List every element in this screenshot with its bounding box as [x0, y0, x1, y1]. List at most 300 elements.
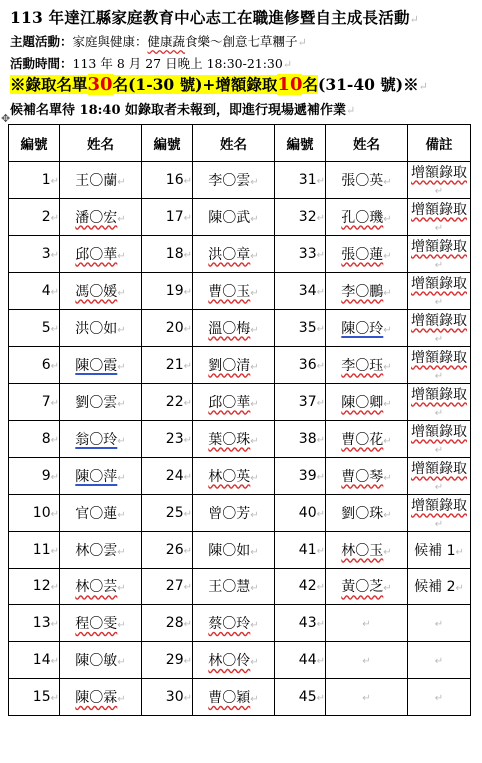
cell-end-mark: ↵	[250, 509, 259, 521]
number-cell-text: 24	[165, 467, 184, 484]
number-cell	[9, 605, 60, 642]
cell-end-mark: ↵	[434, 444, 444, 456]
cell-end-mark: ↵	[183, 471, 192, 483]
number-cell-text: 29	[165, 652, 184, 669]
name-cell	[193, 605, 275, 642]
name-cell	[193, 420, 275, 457]
number-cell-text: 12	[32, 578, 51, 595]
cell-end-mark: ↵	[434, 333, 444, 345]
name-cell-text: 林〇玉	[341, 542, 384, 559]
name-cell-text: 劉〇珠	[341, 505, 384, 522]
number-cell-text: 43	[298, 615, 317, 632]
name-cell	[60, 531, 142, 568]
table-row	[9, 346, 471, 383]
name-cell	[60, 420, 142, 457]
name-cell-text: 邱〇華	[75, 246, 118, 263]
name-cell-text: 官〇蓮	[75, 505, 118, 522]
name-cell-text: 張〇英	[341, 172, 384, 189]
name-cell	[60, 235, 142, 272]
name-cell-text: 李〇雲	[208, 172, 251, 189]
cell-end-mark: ↵	[250, 176, 259, 188]
cell-end-mark: ↵	[316, 286, 325, 298]
number-cell-text: 19	[165, 282, 184, 299]
remark-cell	[408, 568, 471, 605]
number-cell	[142, 198, 193, 235]
number-cell	[275, 642, 326, 679]
name-cell-text: 陳〇玲	[341, 320, 384, 337]
number-cell	[142, 568, 193, 605]
cell-end-mark: ↵	[250, 398, 259, 410]
name-cell-text: 蔡〇玲	[208, 616, 251, 633]
cell-end-mark: ↵	[117, 287, 126, 299]
table-row	[9, 420, 471, 457]
cell-end-mark: ↵	[383, 361, 392, 373]
number-cell	[9, 568, 60, 605]
cell-end-mark: ↵	[383, 324, 392, 336]
table-row	[9, 678, 471, 715]
number-cell	[275, 198, 326, 235]
number-cell	[275, 531, 326, 568]
name-cell-text: 陳〇卿	[341, 394, 384, 411]
name-cell-text: 李〇珏	[341, 357, 384, 374]
cell-end-mark: ↵	[316, 656, 325, 668]
cell-end-mark: ↵	[316, 249, 325, 261]
number-cell-text: 11	[32, 541, 51, 558]
cell-end-mark: ↵	[383, 176, 392, 188]
name-cell-text: 黃〇芝	[341, 579, 384, 596]
name-cell	[193, 198, 275, 235]
name-cell-text: 陳〇霞	[75, 357, 118, 374]
cell-end-mark: ↵	[316, 619, 325, 631]
name-cell-text: 陳〇萍	[75, 468, 118, 485]
cell-end-mark: ↵	[117, 213, 126, 225]
cell-end-mark: ↵	[50, 397, 59, 409]
table-header-row	[9, 125, 471, 162]
name-cell-text: 林〇雲	[75, 542, 118, 559]
remark-cell	[408, 198, 471, 235]
cell-end-mark: ↵	[383, 509, 392, 521]
number-cell	[142, 161, 193, 198]
name-cell-text: 曹〇琴	[341, 468, 384, 485]
remark-cell-text: 增額錄取	[411, 460, 467, 477]
cell-end-mark: ↵	[250, 361, 259, 373]
col-header-number: 編號	[9, 125, 60, 162]
cell-end-mark: ↵	[250, 287, 259, 299]
number-cell	[142, 346, 193, 383]
name-cell	[326, 494, 408, 531]
number-cell-text: 21	[165, 356, 184, 373]
remark-cell-text: 增額錄取	[411, 238, 467, 255]
cell-end-mark: ↵	[316, 545, 325, 557]
cell-end-mark: ↵	[183, 212, 192, 224]
cell-end-mark: ↵	[183, 508, 192, 520]
cell-end-mark: ↵	[250, 213, 259, 225]
name-cell	[326, 420, 408, 457]
cell-end-mark: ↵	[434, 656, 444, 668]
name-cell	[193, 383, 275, 420]
number-cell-text: 26	[165, 541, 184, 558]
number-cell	[142, 383, 193, 420]
name-cell	[326, 568, 408, 605]
cell-end-mark: ↵	[250, 250, 259, 262]
cell-end-mark: ↵	[117, 176, 126, 188]
name-cell	[60, 568, 142, 605]
number-cell-text: 3	[41, 245, 51, 262]
col-header-remark: 備註	[408, 125, 471, 162]
number-cell	[9, 420, 60, 457]
remark-cell-text: 候補 2	[414, 579, 456, 596]
name-cell	[193, 642, 275, 679]
name-cell	[326, 678, 408, 715]
remark-cell	[408, 346, 471, 383]
name-cell	[60, 642, 142, 679]
table-row	[9, 235, 471, 272]
cell-end-mark: ↵	[383, 398, 392, 410]
cell-end-mark: ↵	[117, 361, 126, 373]
name-cell-text: 陳〇敏	[75, 653, 118, 670]
name-cell-text: 翁〇玲	[75, 431, 118, 448]
name-cell	[60, 346, 142, 383]
name-cell-text: 張〇蓮	[341, 246, 384, 263]
name-cell-text: 林〇伶	[208, 653, 251, 670]
cell-end-mark: ↵	[316, 582, 325, 594]
name-cell	[326, 161, 408, 198]
cell-end-mark: ↵	[250, 693, 259, 705]
cell-end-mark: ↵	[50, 471, 59, 483]
number-cell	[142, 642, 193, 679]
cell-end-mark: ↵	[434, 518, 444, 530]
remark-cell-text: 增額錄取	[411, 349, 467, 366]
name-cell	[60, 605, 142, 642]
remark-cell-text: 增額錄取	[411, 164, 467, 181]
cell-end-mark: ↵	[50, 656, 59, 668]
number-cell	[275, 309, 326, 346]
name-cell-text: 馮〇媛	[75, 283, 118, 300]
number-cell	[9, 346, 60, 383]
name-cell	[326, 235, 408, 272]
remark-cell	[408, 457, 471, 494]
number-cell-text: 10	[32, 504, 51, 521]
number-cell	[275, 383, 326, 420]
table-row	[9, 605, 471, 642]
number-cell-text: 28	[165, 615, 184, 632]
number-cell-text: 17	[165, 208, 184, 225]
cell-end-mark: ↵	[183, 619, 192, 631]
cell-end-mark: ↵	[50, 582, 59, 594]
time-line: 活動時間：113 年 8 月 27 日晚上 18:30-21:30↵	[10, 56, 293, 71]
cell-end-mark: ↵	[316, 175, 325, 187]
number-cell-text: 20	[165, 319, 184, 336]
number-cell-text: 2	[41, 208, 51, 225]
name-cell-text: 陳〇霖	[75, 689, 118, 706]
number-cell-text: 23	[165, 430, 184, 447]
number-cell	[142, 605, 193, 642]
cell-end-mark: ↵	[455, 583, 464, 595]
name-cell	[193, 272, 275, 309]
table-row	[9, 531, 471, 568]
number-cell-text: 18	[165, 245, 184, 262]
name-cell	[193, 678, 275, 715]
name-cell-text: 孔〇璣	[341, 209, 384, 226]
number-cell-text: 1	[41, 171, 51, 188]
cell-end-mark: ↵	[50, 286, 59, 298]
cell-end-mark: ↵	[383, 250, 392, 262]
table-row	[9, 198, 471, 235]
cell-end-mark: ↵	[316, 692, 325, 704]
table-row	[9, 161, 471, 198]
roster-body	[9, 161, 471, 715]
name-cell	[193, 457, 275, 494]
number-cell-text: 45	[298, 688, 317, 705]
cell-end-mark: ↵	[183, 286, 192, 298]
name-cell	[326, 346, 408, 383]
name-cell-text: 陳〇武	[208, 209, 251, 226]
cell-end-mark: ↵	[250, 620, 259, 632]
name-cell	[60, 383, 142, 420]
remark-cell	[408, 678, 471, 715]
number-cell	[9, 494, 60, 531]
name-cell	[326, 198, 408, 235]
cell-end-mark: ↵	[316, 434, 325, 446]
name-cell	[60, 678, 142, 715]
number-cell	[9, 531, 60, 568]
cell-end-mark: ↵	[183, 656, 192, 668]
name-cell-text: 陳〇如	[208, 542, 251, 559]
remark-cell-text: 增額錄取	[411, 423, 467, 440]
name-cell-text: 曾〇芳	[208, 505, 251, 522]
number-cell-text: 42	[298, 578, 317, 595]
theme-line: 主題活動：家庭與健康：健康蔬食樂～創意七草糰子↵	[10, 34, 307, 49]
cell-end-mark: ↵	[117, 583, 126, 595]
cell-end-mark: ↵	[183, 360, 192, 372]
number-cell	[9, 161, 60, 198]
name-cell	[60, 494, 142, 531]
name-cell-text: 曹〇玉	[208, 283, 251, 300]
remark-cell	[408, 161, 471, 198]
number-cell	[275, 678, 326, 715]
cell-end-mark: ↵	[362, 692, 371, 704]
roster-table	[8, 124, 471, 716]
cell-end-mark: ↵	[434, 185, 444, 197]
cell-end-mark: ↵	[183, 434, 192, 446]
cell-end-mark: ↵	[316, 471, 325, 483]
cell-end-mark: ↵	[183, 323, 192, 335]
cell-end-mark: ↵	[50, 249, 59, 261]
name-cell-text: 潘〇宏	[75, 209, 118, 226]
cell-end-mark: ↵	[434, 222, 444, 234]
remark-cell	[408, 420, 471, 457]
number-cell-text: 5	[41, 319, 51, 336]
cell-end-mark: ↵	[183, 692, 192, 704]
number-cell-text: 40	[298, 504, 317, 521]
cell-end-mark: ↵	[250, 546, 259, 558]
name-cell	[326, 383, 408, 420]
cell-end-mark: ↵	[50, 175, 59, 187]
name-cell	[193, 235, 275, 272]
cell-end-mark: ↵	[250, 657, 259, 669]
number-cell	[142, 272, 193, 309]
number-cell	[275, 161, 326, 198]
name-cell-text: 林〇英	[208, 468, 251, 485]
name-cell	[326, 605, 408, 642]
number-cell	[9, 309, 60, 346]
remark-cell-text: 增額錄取	[411, 312, 467, 329]
number-cell	[275, 420, 326, 457]
number-cell-text: 22	[165, 393, 184, 410]
name-cell-text: 劉〇雲	[75, 394, 118, 411]
cell-end-mark: ↵	[455, 546, 464, 558]
number-cell-text: 27	[165, 578, 184, 595]
remark-cell	[408, 383, 471, 420]
cell-end-mark: ↵	[117, 250, 126, 262]
number-cell-text: 35	[298, 319, 317, 336]
name-cell	[326, 642, 408, 679]
cell-end-mark: ↵	[183, 545, 192, 557]
name-cell-text: 洪〇如	[75, 320, 118, 337]
name-cell	[326, 272, 408, 309]
cell-end-mark: ↵	[50, 545, 59, 557]
remark-cell-text: 增額錄取	[411, 497, 467, 514]
remark-cell-text: 增額錄取	[411, 275, 467, 292]
number-cell-text: 8	[41, 430, 51, 447]
number-cell	[142, 531, 193, 568]
cell-end-mark: ↵	[434, 407, 444, 419]
cell-end-mark: ↵	[117, 509, 126, 521]
remark-cell	[408, 642, 471, 679]
table-row	[9, 642, 471, 679]
number-cell	[142, 678, 193, 715]
cell-end-mark: ↵	[383, 213, 392, 225]
cell-end-mark: ↵	[117, 693, 126, 705]
name-cell-text: 邱〇華	[208, 394, 251, 411]
cell-end-mark: ↵	[250, 583, 259, 595]
name-cell-text: 曹〇穎	[208, 689, 251, 706]
number-cell-text: 13	[32, 615, 51, 632]
name-cell-text: 葉〇珠	[208, 431, 251, 448]
number-cell-text: 6	[41, 356, 51, 373]
number-cell-text: 41	[298, 541, 317, 558]
remark-cell-text: 增額錄取	[411, 386, 467, 403]
name-cell-text: 王〇蘭	[75, 172, 118, 189]
cell-end-mark: ↵	[183, 397, 192, 409]
col-header-name: 姓名	[326, 125, 408, 162]
cell-end-mark: ↵	[362, 656, 371, 668]
cell-end-mark: ↵	[50, 434, 59, 446]
remark-cell-text: 增額錄取	[411, 201, 467, 218]
cell-end-mark: ↵	[183, 175, 192, 187]
cell-end-mark: ↵	[50, 212, 59, 224]
number-cell	[142, 235, 193, 272]
name-cell	[60, 161, 142, 198]
cell-end-mark: ↵	[383, 472, 392, 484]
cell-end-mark: ↵	[117, 657, 126, 669]
name-cell	[193, 494, 275, 531]
table-row	[9, 568, 471, 605]
cell-end-mark: ↵	[316, 323, 325, 335]
name-cell	[326, 309, 408, 346]
document-title: 113 年達江縣家庭教育中心志工在職進修暨自主成長活動↵	[10, 8, 420, 27]
cell-end-mark: ↵	[316, 397, 325, 409]
number-cell-text: 4	[41, 282, 51, 299]
name-cell	[193, 309, 275, 346]
cell-end-mark: ↵	[250, 324, 259, 336]
remark-cell	[408, 494, 471, 531]
number-cell-text: 15	[32, 688, 51, 705]
number-cell	[9, 272, 60, 309]
cell-end-mark: ↵	[434, 619, 444, 631]
cell-end-mark: ↵	[117, 546, 126, 558]
number-cell-text: 38	[298, 430, 317, 447]
name-cell-text: 李〇鵬	[341, 283, 384, 300]
number-cell	[142, 494, 193, 531]
cell-end-mark: ↵	[250, 435, 259, 447]
waitlist-note: 候補名單待 18:40 如錄取者未報到，即進行現場遞補作業↵	[10, 103, 356, 118]
name-cell-text: 程〇雯	[75, 616, 118, 633]
remark-cell-text: 候補 1	[414, 542, 456, 559]
name-cell-text: 王〇慧	[208, 579, 251, 596]
name-cell	[326, 457, 408, 494]
number-cell	[275, 605, 326, 642]
number-cell-text: 14	[32, 652, 51, 669]
cell-end-mark: ↵	[117, 324, 126, 336]
remark-cell	[408, 531, 471, 568]
name-cell-text: 曹〇花	[341, 431, 384, 448]
cell-end-mark: ↵	[250, 472, 259, 484]
cell-end-mark: ↵	[117, 620, 126, 632]
cell-end-mark: ↵	[117, 398, 126, 410]
cell-end-mark: ↵	[383, 583, 392, 595]
number-cell-text: 25	[165, 504, 184, 521]
cell-end-mark: ↵	[183, 582, 192, 594]
cell-end-mark: ↵	[362, 619, 371, 631]
number-cell-text: 33	[298, 245, 317, 262]
name-cell	[60, 457, 142, 494]
cell-end-mark: ↵	[117, 435, 126, 447]
number-cell-text: 39	[298, 467, 317, 484]
cell-end-mark: ↵	[316, 212, 325, 224]
name-cell-text: 洪〇章	[208, 246, 251, 263]
table-row	[9, 272, 471, 309]
number-cell	[275, 235, 326, 272]
name-cell	[326, 531, 408, 568]
number-cell	[275, 272, 326, 309]
move-anchor-icon[interactable]: ✥	[1, 112, 11, 125]
table-row	[9, 494, 471, 531]
cell-end-mark: ↵	[50, 508, 59, 520]
number-cell	[9, 235, 60, 272]
cell-end-mark: ↵	[50, 360, 59, 372]
number-cell	[9, 383, 60, 420]
table-row	[9, 383, 471, 420]
col-header-name: 姓名	[193, 125, 275, 162]
cell-end-mark: ↵	[434, 259, 444, 271]
cell-end-mark: ↵	[316, 360, 325, 372]
cell-end-mark: ↵	[50, 323, 59, 335]
number-cell-text: 9	[41, 467, 51, 484]
number-cell	[275, 457, 326, 494]
col-header-number: 編號	[275, 125, 326, 162]
name-cell	[60, 309, 142, 346]
number-cell-text: 30	[165, 688, 184, 705]
number-cell-text: 37	[298, 393, 317, 410]
name-cell-text: 溫〇梅	[208, 320, 251, 337]
number-cell-text: 44	[298, 652, 317, 669]
remark-cell	[408, 235, 471, 272]
number-cell-text: 31	[298, 171, 317, 188]
name-cell	[193, 346, 275, 383]
table-row	[9, 457, 471, 494]
cell-end-mark: ↵	[434, 481, 444, 493]
